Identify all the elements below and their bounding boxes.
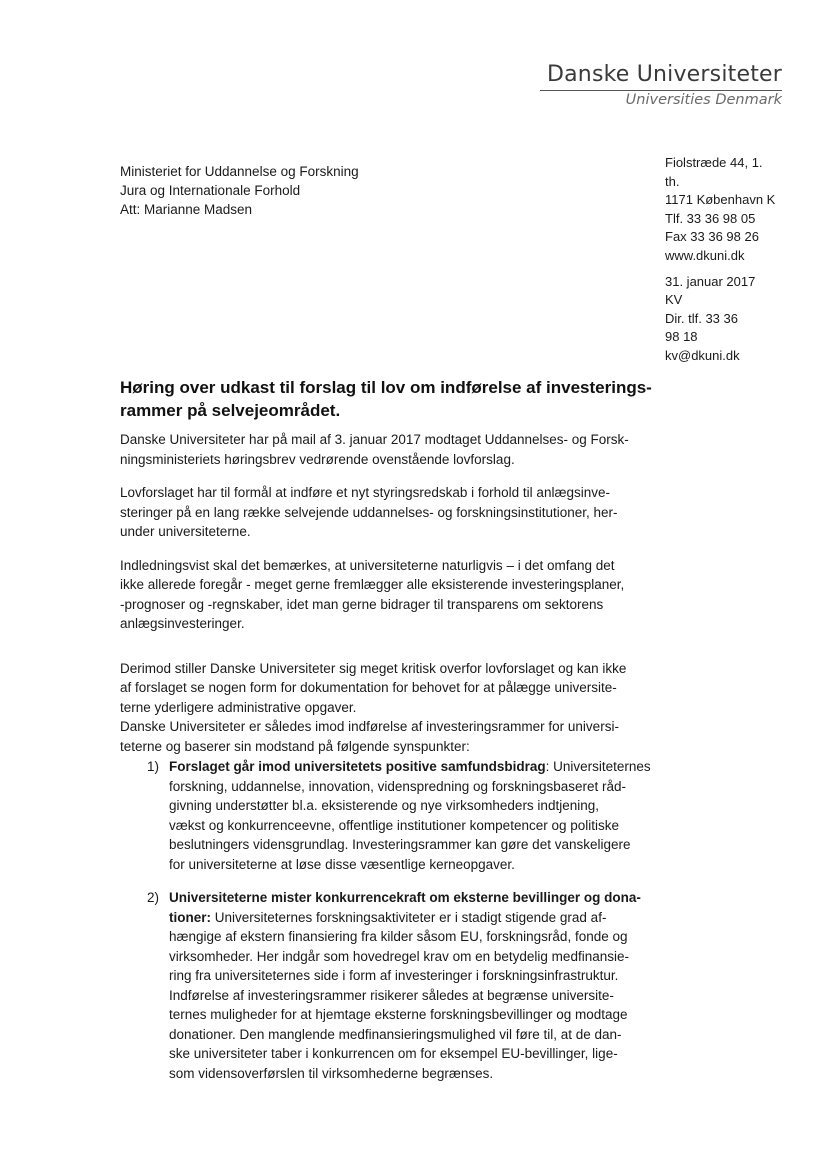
recipient-line: Jura og Internationale Forhold [120,183,301,198]
letter-body [120,430,650,770]
logo-name: Danske Universiteter [546,62,782,87]
sender-phone: Tlf. 33 36 98 05 [665,210,756,226]
sender-website: www.dkuni.dk [665,247,745,263]
numbered-points [147,757,667,1097]
direct-phone: Dir. tlf. 33 36 [665,310,738,326]
list-item: 2) Universiteterne mister konkurrencekraft om eksterne bevillinger og dona- tioner: Universiteternes forskningsaktiviteter er i stadigt stigende grad af- hængige af ekstern finansiering fra kilder såsom EU, forskningsråd, fonde og virksomheder. Her indgår som hovedregel krav om en betydelig medfinansie- ring fra universiteternes side i form af investeringer i forskningsinfrastruktur. Indførelse af investeringsrammer risikerer således at begrænse universite- ternes muligheder for at hjemtage eksterne forskningsbevillinger og modtage donationer. Den manglende medfinansieringsmulighed vil føre til, at de dan- ske universiteter taber i konkurrencen om for eksempel EU-bevillinger, lige- som vidensoverførslen til virksomhederne begrænses. [147,888,667,1083]
point-title: Universiteterne mister konkurrencekraft om eksterne bevillinger og dona- [169,890,641,905]
logo [540,62,782,109]
direct-phone-cont: 98 18 [665,329,698,345]
letter-heading [120,376,660,422]
letter-date: 31. januar 2017 [665,273,756,289]
list-number: 1) [147,759,160,774]
point-title-cont: tioner: [169,909,211,925]
author-initials: KV [665,292,683,308]
paragraph-critique: Derimod stiller Danske Universiteter sig meget kritisk overfor lovforslaget og kan ikke af forslaget se nogen form for dokumentation for behovet for at pålægge universite- terne yderligere administrative opgaver. [120,660,627,715]
list-item: 1) Forslaget går imod universitetets positive samfundsbidrag: Universiteternes forskning, uddannelse, innovation, videnspredning og forskningsbaseret råd- givning understøtter bl.a. eksisterende og nye virksomheders indtjening, vækst og konkurrenceevne, offentlige institutioner kompetencer og politiske beslutningers vidensgrundlag. Investeringsrammer kan gøre det vanskeligere for universiteterne at løse disse væsentlige kerneopgaver. [147,759,651,872]
list-number: 2) [147,890,160,905]
sender-block [665,154,787,366]
paragraph-preface: Indledningsvist skal det bemærkes, at universiteterne naturligvis – i det omfang det ikke allerede foregår - meget gerne fremlægger alle eksisterende investeringsplaner, -prognoser og -regnskaber, idet man gerne bidrager til transparens om sektorens anlægsinvesteringer. [120,557,625,631]
sender-fax: Fax 33 36 98 26 [665,229,759,245]
author-email: kv@dkuni.dk [665,347,740,363]
point-title: Forslaget går imod universitetets positive samfundsbidrag [169,759,546,774]
heading-line: Høring over udkast til forslag til lov om indførelse af investerings- [120,378,652,397]
recipient-line: Ministeriet for Uddannelse og Forskning [120,164,359,179]
paragraph-intro: Danske Universiteter har på mail af 3. januar 2017 modtaget Uddannelses- og Forsk- ningsministeriets høringsbrev vedrørende ovenstående lovforslag. [120,432,629,467]
paragraph-position: Danske Universiteter er således imod indførelse af investeringsrammer for universi- teterne og baserer sin modstand på følgende synspunkter: [120,719,619,754]
sender-address-line: 1171 København K [665,192,776,208]
recipient-address [120,162,359,219]
recipient-line: Att: Marianne Madsen [120,202,253,217]
heading-line: rammer på selvejeområdet. [120,401,341,420]
sender-address-line: Fiolstræde 44, 1. [665,155,763,170]
sender-address-line: th. [665,173,680,189]
paragraph-purpose: Lovforslaget har til formål at indføre et nyt styringsredskab i forhold til anlægsinve- steringer på en lang række selvejende uddannelses- og forskningsinstitutioner, her- under universiteterne. [120,485,618,539]
logo-tagline: Universities Denmark [625,92,782,108]
